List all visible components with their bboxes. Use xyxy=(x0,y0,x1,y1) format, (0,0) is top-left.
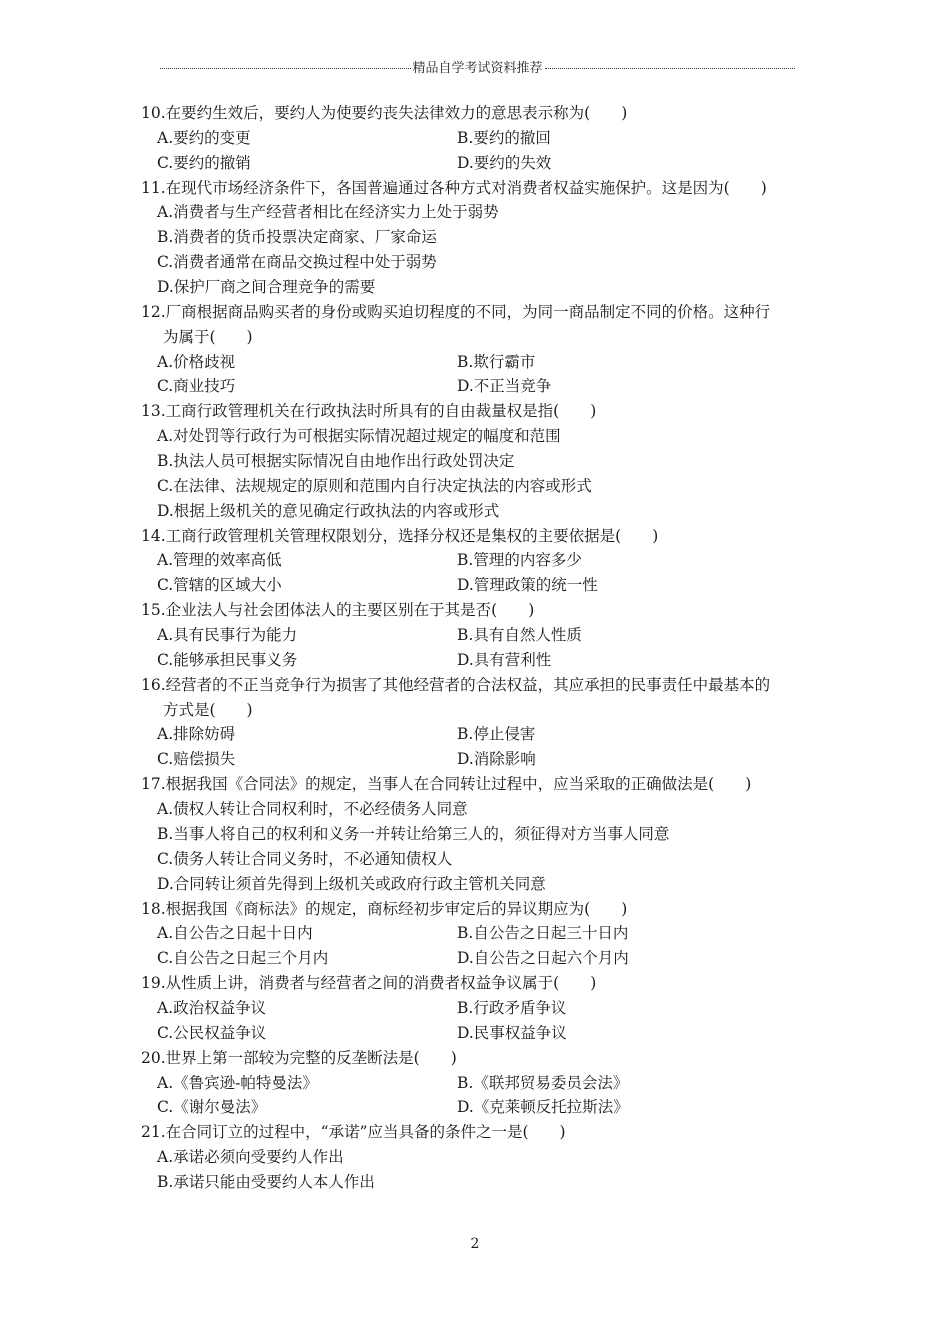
option-b: B.承诺只能由受要约人本人作出 xyxy=(157,1172,375,1191)
question-stem: 20.世界上第一部较为完整的反垄断法是( ) xyxy=(141,1048,457,1067)
option-c: C.能够承担民事义务 xyxy=(157,650,298,669)
option-row xyxy=(141,126,821,151)
option-b: B.消费者的货币投票决定商家、厂家命运 xyxy=(157,228,437,247)
question-list xyxy=(141,101,821,1195)
option-a: A.消费者与生产经营者相比在经济实力上处于弱势 xyxy=(157,203,499,222)
option-row xyxy=(141,151,821,176)
option-row xyxy=(141,921,821,946)
option-row xyxy=(141,648,821,673)
option-b: B.要约的撤回 xyxy=(457,128,551,147)
option-d: D.不正当竞争 xyxy=(457,377,552,396)
option-row xyxy=(141,548,821,573)
option-row xyxy=(141,573,821,598)
option-a: A.自公告之日起十日内 xyxy=(157,924,313,943)
option-c: C.公民权益争议 xyxy=(157,1023,267,1042)
header-dots-right xyxy=(545,68,796,69)
question-stem: 13.工商行政管理机关在行政执法时所具有的自由裁量权是指( ) xyxy=(141,402,597,421)
option-d: D.消除影响 xyxy=(457,750,536,769)
question-stem-continued: 为属于( ) xyxy=(163,327,253,346)
option-b: B.管理的内容多少 xyxy=(457,551,582,570)
option-c: C.商业技巧 xyxy=(157,377,236,396)
option-row xyxy=(141,946,821,971)
option-c: C.自公告之日起三个月内 xyxy=(157,949,329,968)
option-a: A.具有民事行为能力 xyxy=(157,626,298,645)
option-d: D.自公告之日起六个月内 xyxy=(457,949,629,968)
option-b: B.《联邦贸易委员会法》 xyxy=(457,1073,629,1092)
option-a: A.管理的效率高低 xyxy=(157,551,282,570)
question-stem: 11.在现代市场经济条件下，各国普遍通过各种方式对消费者权益实施保护。这是因为( ) xyxy=(141,178,767,197)
question-stem: 12.厂商根据商品购买者的身份或购买迫切程度的不同，为同一商品制定不同的价格。这种行 xyxy=(141,302,771,321)
option-row xyxy=(141,350,821,375)
option-a: A.政治权益争议 xyxy=(157,998,267,1017)
option-d: D.要约的失效 xyxy=(457,153,552,172)
option-c: C.要约的撤销 xyxy=(157,153,251,172)
question-stem: 15.企业法人与社会团体法人的主要区别在于其是否( ) xyxy=(141,601,535,620)
question-stem-continued: 方式是( ) xyxy=(163,700,253,719)
option-d: D.合同转让须首先得到上级机关或政府行政主管机关同意 xyxy=(157,874,546,893)
option-d: D.管理政策的统一性 xyxy=(457,576,598,595)
option-row xyxy=(141,747,821,772)
option-b: B.欺行霸市 xyxy=(457,352,536,371)
question-stem: 18.根据我国《商标法》的规定，商标经初步审定后的异议期应为( ) xyxy=(141,899,628,918)
option-c: C.消费者通常在商品交换过程中处于弱势 xyxy=(157,253,437,272)
option-d: D.民事权益争议 xyxy=(457,1023,567,1042)
option-row xyxy=(141,1021,821,1046)
option-a: A.承诺必须向受要约人作出 xyxy=(157,1148,344,1167)
option-row xyxy=(141,1095,821,1120)
option-d: D.保护厂商之间合理竞争的需要 xyxy=(157,278,376,297)
option-c: C.赔偿损失 xyxy=(157,750,236,769)
question-stem: 21.在合同订立的过程中，“承诺”应当具备的条件之一是( ) xyxy=(141,1123,566,1142)
option-a: A.排除妨碍 xyxy=(157,725,236,744)
option-b: B.当事人将自己的权利和义务一并转让给第三人的，须征得对方当事人同意 xyxy=(157,824,670,843)
question-stem: 19.从性质上讲，消费者与经营者之间的消费者权益争议属于( ) xyxy=(141,974,597,993)
question-stem: 16.经营者的不正当竞争行为损害了其他经营者的合法权益，其应承担的民事责任中最基本的 xyxy=(141,675,771,694)
option-c: C.管辖的区域大小 xyxy=(157,576,282,595)
header-dots-left xyxy=(160,68,411,69)
option-d: D.《克莱顿反托拉斯法》 xyxy=(457,1098,629,1117)
option-b: B.行政矛盾争议 xyxy=(457,998,567,1017)
page-number: 2 xyxy=(470,1236,480,1252)
header-title: 精品自学考试资料推荐 xyxy=(412,60,543,76)
question-stem: 17.根据我国《合同法》的规定，当事人在合同转让过程中，应当采取的正确做法是( ) xyxy=(141,775,752,794)
option-a: A.债权人转让合同权利时，不必经债务人同意 xyxy=(157,800,468,819)
question-stem: 14.工商行政管理机关管理权限划分，选择分权还是集权的主要依据是( ) xyxy=(141,526,659,545)
option-row xyxy=(141,996,821,1021)
option-c: C.在法律、法规规定的原则和范围内自行决定执法的内容或形式 xyxy=(157,476,592,495)
option-c: C.债务人转让合同义务时，不必通知债权人 xyxy=(157,849,453,868)
option-a: A.价格歧视 xyxy=(157,352,236,371)
option-row xyxy=(141,722,821,747)
option-d: D.具有营利性 xyxy=(457,650,552,669)
option-row xyxy=(141,1071,821,1096)
option-a: A.对处罚等行政行为可根据实际情况超过规定的幅度和范围 xyxy=(157,427,561,446)
page-header xyxy=(160,56,795,76)
option-b: B.执法人员可根据实际情况自由地作出行政处罚决定 xyxy=(157,452,515,471)
option-row xyxy=(141,374,821,399)
option-d: D.根据上级机关的意见确定行政执法的内容或形式 xyxy=(157,501,500,520)
option-b: B.自公告之日起三十日内 xyxy=(457,924,629,943)
option-a: A.要约的变更 xyxy=(157,128,251,147)
option-b: B.停止侵害 xyxy=(457,725,536,744)
option-a: A.《鲁宾逊-帕特曼法》 xyxy=(157,1073,318,1092)
option-b: B.具有自然人性质 xyxy=(457,626,582,645)
option-c: C.《谢尔曼法》 xyxy=(157,1098,267,1117)
option-row xyxy=(141,623,821,648)
question-stem: 10.在要约生效后，要约人为使要约丧失法律效力的意思表示称为( ) xyxy=(141,104,628,122)
